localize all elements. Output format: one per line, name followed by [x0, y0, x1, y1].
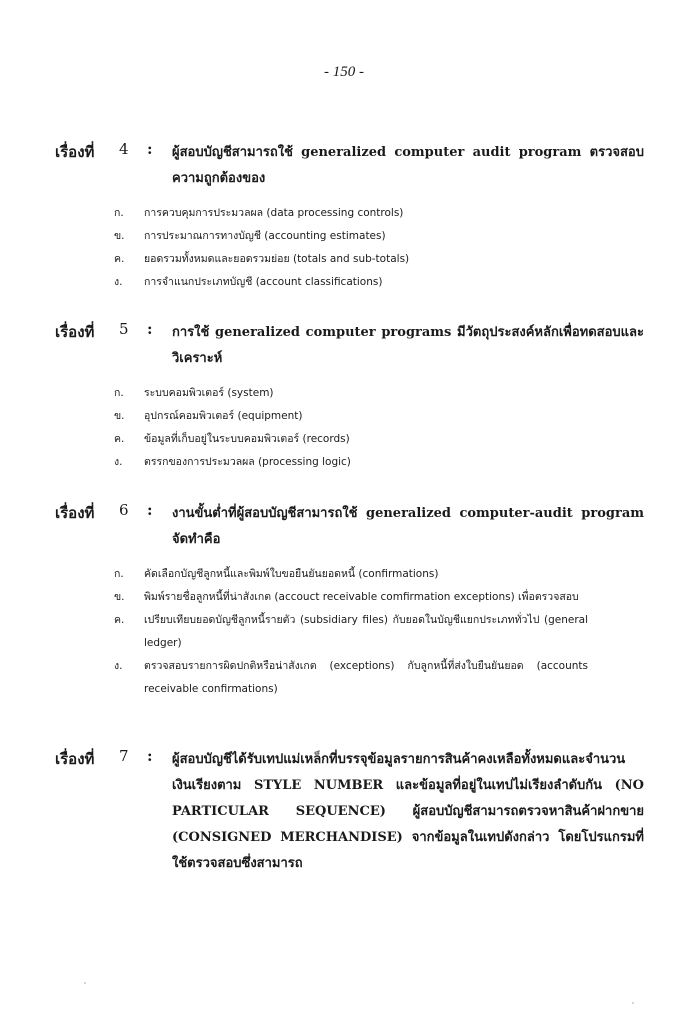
choice-text: ตรวจสอบรายการผิดปกติหรือน่าสังเกต (exceptions) กับลูกหนี้ที่ส่งใบยืนยันยอด (accounts receivable confirmations): [144, 660, 588, 695]
choice-item: [114, 586, 588, 609]
question-text: ผู้สอบบัญชีสามารถใช้ generalized computer audit program ตรวจสอบความถูกต้องของ: [172, 145, 644, 186]
question-number: 5: [119, 320, 129, 338]
choice-item: [114, 609, 588, 655]
question-label: เรื่องที่: [55, 143, 95, 161]
choice-text: ระบบคอมพิวเตอร์ (system): [144, 387, 274, 399]
choice-text: อุปกรณ์คอมพิวเตอร์ (equipment): [144, 410, 303, 422]
choice-letter: ง.: [114, 456, 123, 468]
choice-list-4: [114, 202, 588, 294]
choice-letter: ค.: [114, 433, 125, 445]
question-label: เรื่องที่: [55, 750, 95, 768]
choice-text: การจำแนกประเภทบัญชี (account classifications): [144, 276, 383, 288]
choice-letter: ก.: [114, 207, 124, 219]
question-number: 4: [119, 140, 129, 158]
question-text: งานขั้นต่ำที่ผู้สอบบัญชีสามารถใช้ generalized computer-audit program จัดทำคือ: [172, 506, 644, 547]
choice-list-5: [114, 382, 588, 474]
choice-item: [114, 655, 588, 701]
question-label: เรื่องที่: [55, 504, 95, 522]
choice-letter: ข.: [114, 230, 125, 242]
scan-speck: [632, 1002, 634, 1004]
choice-item: [114, 202, 588, 225]
choice-list-6: [114, 563, 588, 701]
choice-letter: ข.: [114, 591, 125, 603]
choice-letter: ง.: [114, 660, 123, 672]
choice-letter: ค.: [114, 614, 125, 626]
question-colon: :: [147, 320, 153, 338]
choice-letter: ก.: [114, 387, 124, 399]
choice-text: พิมพ์รายชื่อลูกหนี้ที่น่าสังเกต (accouct receivable comfirmation exceptions) เพื่อตรวจสอบ: [144, 591, 579, 603]
question-text: ผู้สอบบัญชีได้รับเทปแม่เหล็กที่บรรจุข้อมูลรายการสินค้าคงเหลือทั้งหมดและจำนวนเงินเรียงตาม STYLE NUMBER และข้อมูลที่อยู่ในเทปไม่เรียงลำดับกัน (NO PARTICULAR SEQUENCE) ผู้สอบบัญชีสามารถตรวจหาสินค้าฝากขาย (CONSIGNED MERCHANDISE) จากข้อมูลในเทปดังกล่าว โดยโปรแกรมที่ใช้ตรวจสอบซึ่งสามารถ: [172, 752, 644, 871]
choice-letter: ข.: [114, 410, 125, 422]
choice-text: ตรรกของการประมวลผล (processing logic): [144, 456, 351, 468]
choice-letter: ง.: [114, 276, 123, 288]
choice-text: คัดเลือกบัญชีลูกหนี้และพิมพ์ใบขอยืนยันยอดหนี้ (confirmations): [144, 568, 439, 580]
choice-letter: ก.: [114, 568, 124, 580]
choice-letter: ค.: [114, 253, 125, 265]
question-text: การใช้ generalized computer programs มีวัตถุประสงค์หลักเพื่อทดสอบและวิเคราะห์: [172, 325, 644, 366]
choice-item: [114, 382, 588, 405]
choice-item: [114, 225, 588, 248]
choice-item: [114, 405, 588, 428]
question-colon: :: [147, 501, 153, 519]
question-colon: :: [147, 140, 153, 158]
scan-speck: [84, 982, 86, 984]
question-number: 7: [119, 747, 129, 765]
question-number: 6: [119, 501, 129, 519]
choice-text: ข้อมูลที่เก็บอยู่ในระบบคอมพิวเตอร์ (records): [144, 433, 350, 445]
choice-item: [114, 451, 588, 474]
page-number: - 150 -: [324, 64, 364, 80]
choice-item: [114, 563, 588, 586]
choice-text: การควบคุมการประมวลผล (data processing controls): [144, 207, 404, 219]
choice-item: [114, 271, 588, 294]
question-label: เรื่องที่: [55, 323, 95, 341]
choice-text: การประมาณการทางบัญชี (accounting estimates): [144, 230, 386, 242]
choice-item: [114, 428, 588, 451]
choice-text: ยอดรวมทั้งหมดและยอดรวมย่อย (totals and sub-totals): [144, 253, 410, 265]
choice-text: เปรียบเทียบยอดบัญชีลูกหนี้รายตัว (subsidiary files) กับยอดในบัญชีแยกประเภททั่วไป (general ledger): [144, 614, 588, 649]
question-colon: :: [147, 747, 153, 765]
choice-item: [114, 248, 588, 271]
